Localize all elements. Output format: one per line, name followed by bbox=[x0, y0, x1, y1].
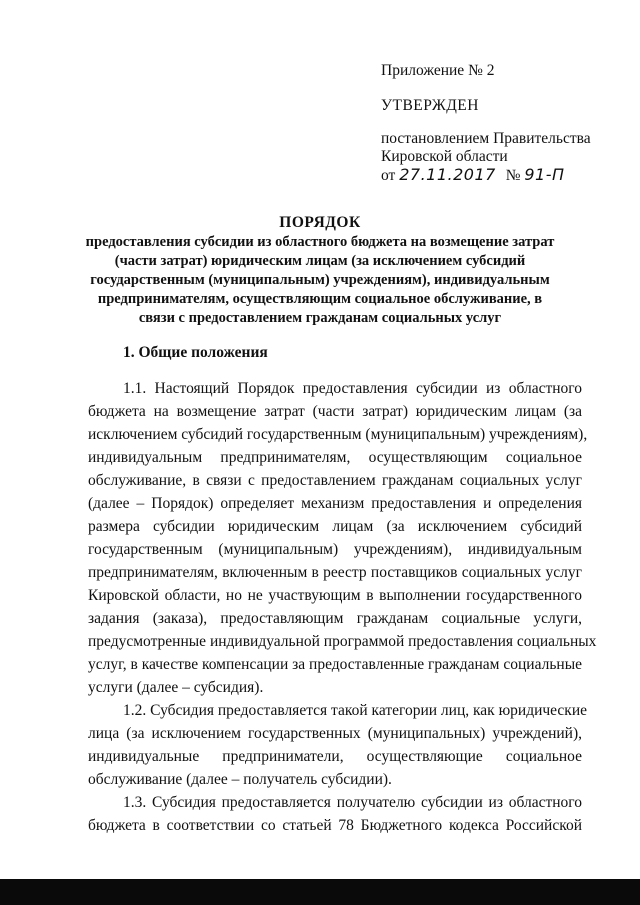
body-line: индивидуальным предпринимателям, осуществляющим социальное bbox=[88, 449, 582, 466]
scan-edge-bar bbox=[0, 879, 640, 905]
subtitle-line-3: государственным (муниципальным) учреждениям), индивидуальным bbox=[90, 272, 550, 288]
subtitle-line-2: (части затрат) юридическим лицам (за исключением субсидий bbox=[114, 253, 526, 269]
body-line: лица (за исключением государственных (муниципальных) учреждений), bbox=[88, 725, 582, 742]
body-line: исключением субсидий государственным (муниципальным) учреждениям), bbox=[88, 426, 588, 443]
handwritten-date: 27.11.2017 bbox=[399, 165, 496, 184]
appendix-label: Приложение № 2 bbox=[381, 62, 495, 79]
resolution-date-line bbox=[381, 165, 565, 186]
body-line: предпринимателям, включенным в реестр поставщиков социальных услуг bbox=[88, 564, 582, 581]
resolution-line-1: постановлением Правительства bbox=[381, 130, 591, 147]
body-line: задания (заказа), предоставляющим гражданам социальные услуги, bbox=[88, 610, 582, 627]
number-prefix: № bbox=[505, 167, 521, 184]
body-line: бюджета на возмещение затрат (части затрат) юридическим лицам (за bbox=[88, 403, 582, 420]
body-line: индивидуальные предприниматели, осуществляющие социальное bbox=[88, 748, 582, 765]
body-line: услуги (далее – субсидия). bbox=[88, 679, 264, 696]
body-line: государственным (муниципальным) учреждениям), индивидуальным bbox=[88, 541, 582, 558]
document-title: ПОРЯДОК bbox=[279, 214, 361, 231]
body-line: размера субсидии юридическим лицам (за исключением субсидий bbox=[88, 518, 582, 535]
subtitle-line-4: предпринимателям, осуществляющим социальное обслуживание, в bbox=[97, 291, 543, 307]
body-line: 1.2. Субсидия предоставляется такой категории лиц, как юридические bbox=[123, 702, 588, 719]
date-prefix: от bbox=[381, 167, 396, 184]
body-line: (далее – Порядок) определяет механизм предоставления и определения bbox=[88, 495, 582, 512]
body-line: 1.3. Субсидия предоставляется получателю субсидии из областного bbox=[123, 794, 582, 811]
subtitle-line-1: предоставления субсидии из областного бюджета на возмещение затрат bbox=[85, 234, 555, 250]
resolution-line-2: Кировской области bbox=[381, 148, 508, 165]
body-line: обслуживание, в связи с предоставлением гражданам социальных услуг bbox=[88, 472, 582, 489]
body-line: услуг, в качестве компенсации за предоставленные гражданам социальные bbox=[88, 656, 582, 673]
approved-label: УТВЕРЖДЕН bbox=[381, 97, 479, 114]
handwritten-number: 91-П bbox=[524, 165, 565, 184]
body-line: обслуживание (далее – получатель субсидии). bbox=[88, 771, 392, 788]
body-line: предусмотренные индивидуальной программой предоставления социальных bbox=[88, 633, 597, 650]
body-line: бюджета в соответствии со статьей 78 Бюджетного кодекса Российской bbox=[88, 817, 582, 834]
body-line: 1.1. Настоящий Порядок предоставления субсидии из областного bbox=[123, 380, 582, 397]
body-line: Кировской области, но не участвующим в выполнении государственного bbox=[88, 587, 582, 604]
section-heading: 1. Общие положения bbox=[123, 344, 268, 361]
subtitle-line-5: связи с предоставлением гражданам социальных услуг bbox=[138, 310, 502, 326]
